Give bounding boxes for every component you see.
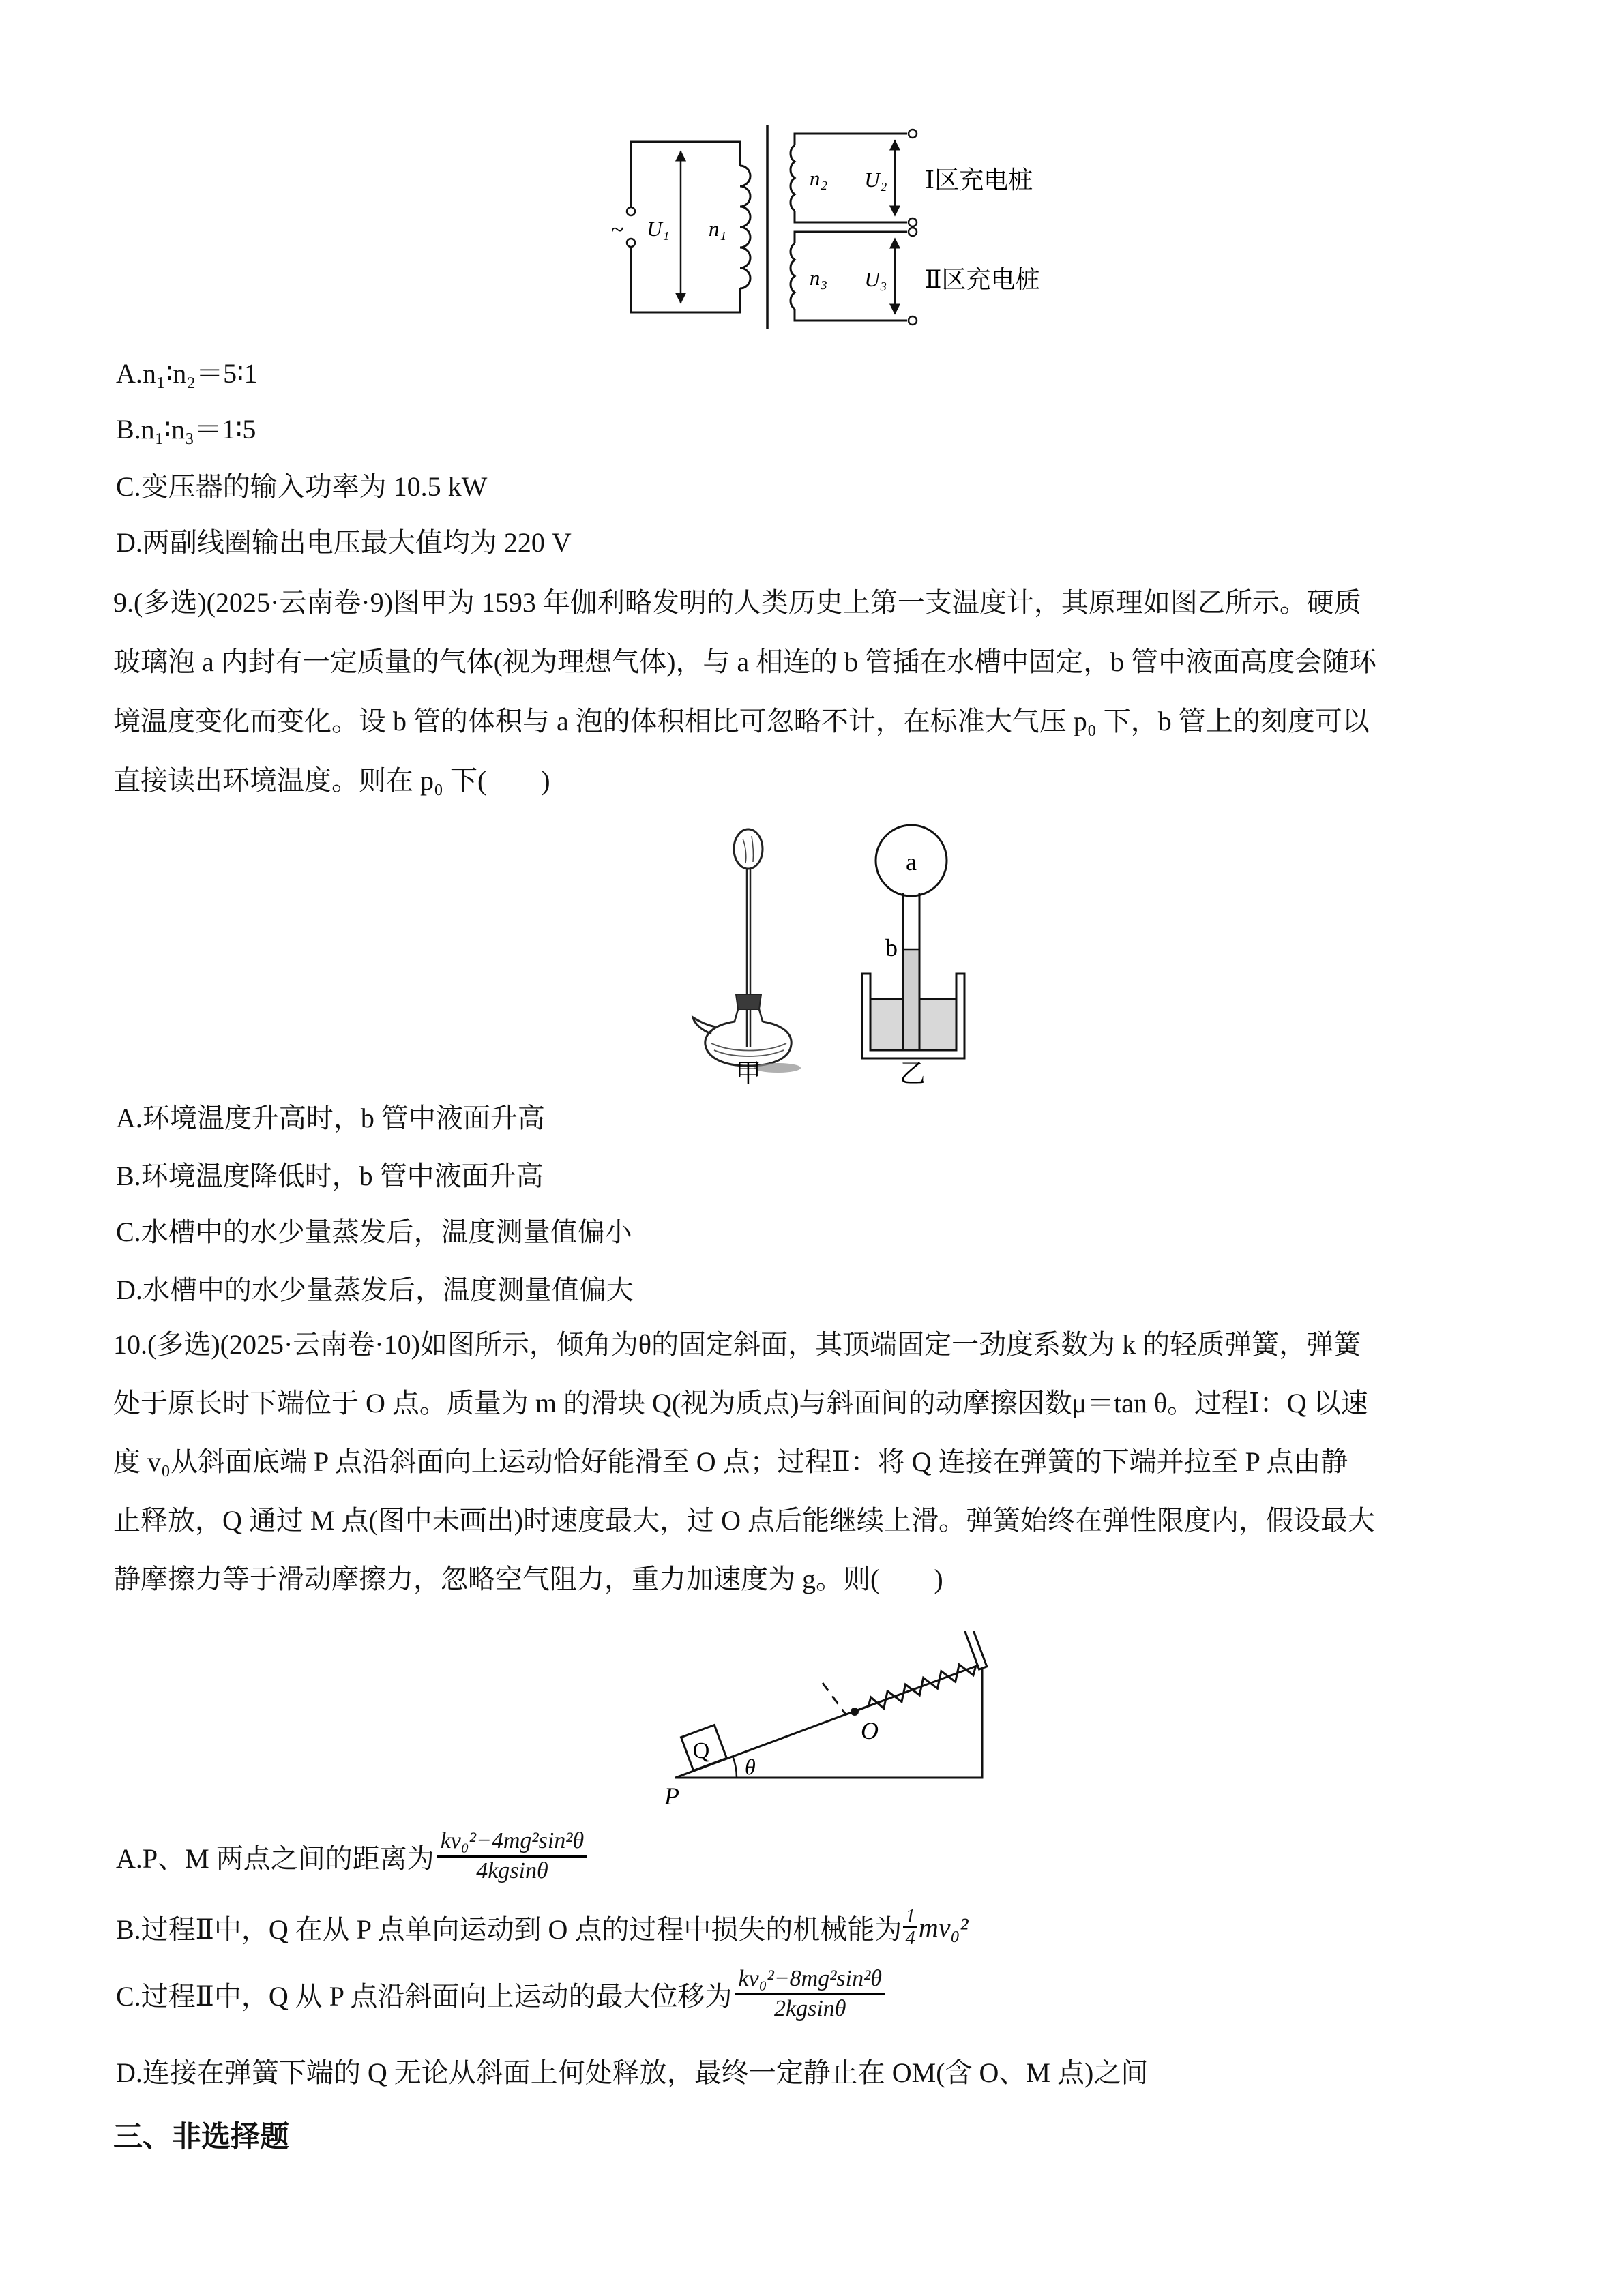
n3-label: n₃ (809, 266, 828, 290)
q10-figure (648, 1631, 1003, 1815)
q10-line: 止释放，Q 通过 M 点(图中未画出)时速度最大，过 O 点后能继续上滑。弹簧始终在弹性限度内，假设最大 (113, 1505, 1375, 1536)
flask-neck (735, 1009, 763, 1022)
fixed-support-slab (962, 1631, 987, 1669)
q9-line: 9.(多选)(2025·云南卷·9)图甲为 1593 年伽利略发明的人类历史上第一支温度计，其原理如图乙所示。硬质 (113, 587, 1361, 618)
u3-label: U₃ (864, 267, 887, 291)
zone1-label: Ⅰ区充电桩 (925, 166, 1033, 194)
q8-option-a: A.n₁∶n₂＝5∶1 (116, 358, 258, 389)
q10-line: 处于原长时下端位于 O 点。质量为 m 的滑块 Q(视为质点)与斜面间的动摩擦因数μ＝tan θ。过程Ⅰ：Q 以速 (113, 1388, 1368, 1418)
secondary1-coil (791, 145, 795, 211)
n2-label: n₂ (809, 166, 828, 190)
theta-arc (733, 1757, 737, 1778)
o-label: O (861, 1717, 879, 1744)
ac-tilde-label: ~ (611, 218, 624, 243)
q9-option-b: B.环境温度降低时，b 管中液面升高 (116, 1161, 544, 1191)
zone2-label: Ⅱ区充电桩 (925, 266, 1040, 293)
fraction-denominator: 2kgsinθ (774, 1995, 846, 2021)
q9-line: 玻璃泡 a 内封有一定质量的气体(视为理想气体)，与 a 相连的 b 管插在水槽中固定，b 管中液面高度会随环 (113, 646, 1377, 677)
flask-texture (711, 1043, 786, 1056)
q9-stem (113, 573, 1539, 810)
q9-option-c: C.水槽中的水少量蒸发后，温度测量值偏小 (116, 1217, 632, 1247)
p-label: P (664, 1783, 679, 1810)
q9-option-d: D.水槽中的水少量蒸发后，温度测量值偏大 (116, 1274, 634, 1305)
q10-option-c-text: C.过程Ⅱ中，Q 从 P 点沿斜面向上运动的最大位移为 (116, 1980, 733, 2012)
bulb-hatching (743, 836, 753, 863)
q10-line: 静摩擦力等于滑动摩擦力，忽略空气阻力，重力加速度为 g。则( ) (113, 1564, 943, 1594)
dashed-line (823, 1683, 846, 1714)
b-label: b (885, 934, 898, 961)
fraction-denominator: 4kgsinθ (476, 1858, 548, 1883)
q10-stem (113, 1315, 1539, 1609)
fraction-numerator: kv₀²−4mg²sin²θ (437, 1828, 587, 1858)
primary-coil (740, 166, 750, 288)
q9-option-a: A.环境温度升高时，b 管中液面升高 (116, 1103, 545, 1133)
q9-line: 直接读出环境温度。则在 p₀ 下( ) (113, 765, 550, 796)
tube-liquid-column (904, 949, 919, 1049)
u2-label: U₂ (864, 168, 887, 192)
q9-figure-yi (831, 818, 981, 1084)
thermoscope-bulb (734, 829, 763, 869)
primary-terminal (627, 207, 635, 215)
theta-label: θ (745, 1755, 756, 1779)
secondary1-terminal (909, 130, 917, 138)
fraction (903, 1906, 917, 1949)
point-o-dot (851, 1708, 859, 1716)
q10-option-a-text: A.P、M 两点之间的距离为 (116, 1843, 434, 1874)
secondary2-terminal (909, 228, 917, 236)
flask-shadow (754, 1063, 801, 1073)
yi-label: 乙 (899, 1060, 926, 1084)
fraction-denominator: 4 (905, 1927, 915, 1950)
fraction (437, 1828, 587, 1885)
q8-option-d: D.两副线圈输出电压最大值均为 220 V (116, 527, 572, 558)
q10-option-d: D.连接在弹簧下端的 Q 无论从斜面上何处释放，最终一定静止在 OM(含 O、M 点)之间 (116, 2057, 1149, 2088)
q10-option-b-formula: mv₀² (918, 1911, 969, 1943)
primary-terminal (627, 239, 635, 247)
a-label: a (906, 848, 917, 876)
q10-option-a (116, 1828, 590, 1885)
q10-option-c (116, 1965, 888, 2023)
section-heading: 三、非选择题 (113, 2121, 289, 2153)
secondary2-coil (791, 243, 795, 309)
q-label: Q (692, 1738, 710, 1763)
secondary1-terminal (909, 218, 917, 226)
q10-option-b-text: B.过程Ⅱ中，Q 在从 P 点单向运动到 O 点的过程中损失的机械能为 (116, 1913, 902, 1945)
transformer-figure (600, 108, 1050, 346)
q9-line: 境温度变化而变化。设 b 管的体积与 a 泡的体积相比可忽略不计，在标准大气压 p₀ 下，b 管上的刻度可以 (113, 706, 1370, 736)
secondary2-terminal (909, 316, 917, 325)
fraction-numerator: 1 (903, 1906, 917, 1928)
fraction (735, 1965, 885, 2023)
q8-option-b: B.n₁∶n₃＝1∶5 (116, 414, 256, 445)
q10-option-b (116, 1906, 968, 1949)
fraction-numerator: kv₀²−8mg²sin²θ (735, 1965, 885, 1995)
q10-line: 10.(多选)(2025·云南卷·10)如图所示，倾角为θ的固定斜面，其顶端固定一劲度系数为 k 的轻质弹簧，弹簧 (113, 1329, 1361, 1360)
q8-option-c: C.变压器的输入功率为 10.5 kW (116, 471, 488, 502)
jia-label: 甲 (735, 1060, 762, 1084)
flask-stopper (736, 994, 761, 1009)
u1-label: U₁ (647, 217, 670, 241)
n1-label: n₁ (708, 217, 727, 241)
q9-figure-jia (685, 818, 822, 1084)
q10-line: 度 v₀从斜面底端 P 点沿斜面向上运动恰好能滑至 O 点；过程Ⅱ：将 Q 连接在弹簧的下端并拉至 P 点由静 (113, 1446, 1348, 1477)
